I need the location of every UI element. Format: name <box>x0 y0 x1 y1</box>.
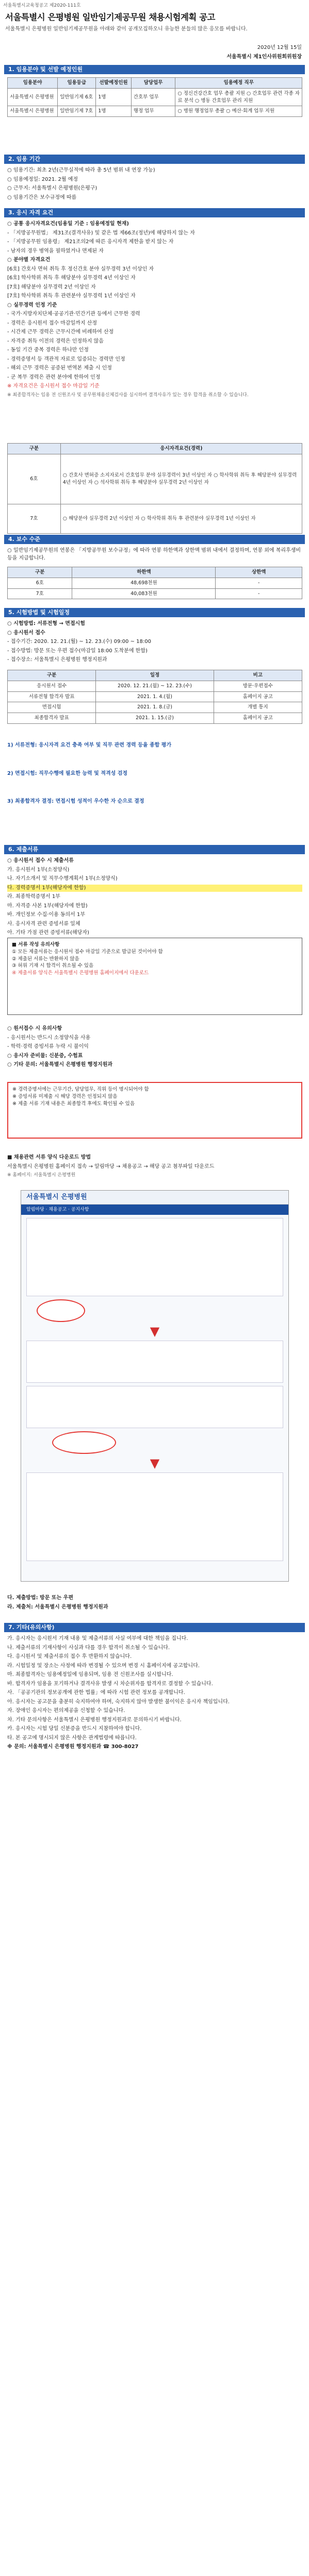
text-line: - 시간제 근무 경력은 근무시간에 비례하여 산정 <box>7 329 114 335</box>
table-header: 하한액 <box>72 567 216 578</box>
text-line: ※ 자격요건은 응시원서 접수 마감일 기준 <box>7 383 100 389</box>
section-6-notes <box>7 1025 302 1071</box>
table-cell: 1명 <box>96 106 132 117</box>
website-screenshot <box>21 1190 289 1582</box>
intro-text: 서울특별시 은평병원 일반임기제공무원을 아래와 같이 공개모집하오니 유능한 분들의 많은 응모를 바랍니다. <box>5 26 248 32</box>
guide-line: 서울특별시 은평병원 홈페이지 접속 → 알림마당 → 채용공고 → 해당 공고 첨부파일 다운로드 <box>7 1163 215 1170</box>
table-cell: 2021. 1. 4.(월) <box>96 691 214 702</box>
table-cell: 7호 <box>8 504 61 533</box>
screenshot-panel <box>26 1386 283 1428</box>
text-line: - 해외 근무 경력은 공증된 번역본 제출 시 인정 <box>7 365 112 371</box>
text-line: 나. 자기소개서 및 직무수행계획서 1부(소정양식) <box>7 876 118 882</box>
table-header: 구분 <box>8 670 96 681</box>
arrow-down-icon: ▼ <box>150 1456 160 1470</box>
table-cell: 서류전형 합격자 발표 <box>8 691 96 702</box>
table-header-row <box>8 567 302 578</box>
box-line: ※ 증빙서류 미제출 시 해당 경력은 인정되지 않음 <box>12 1093 118 1099</box>
positions-table <box>7 77 302 117</box>
text-line: 아. 기타 가점 관련 증빙서류(해당자) <box>7 930 89 936</box>
table-row <box>8 681 302 691</box>
text-line: ○ 실무경력 인정 기준 <box>7 302 57 308</box>
text-line: 2) 면접시험: 직무수행에 필요한 능력 및 적격성 검정 <box>7 770 128 776</box>
table-row <box>8 504 302 533</box>
page-title: 서울특별시 은평병원 일반임기제공무원 채용시험계획 공고 <box>5 12 215 22</box>
text-line: [6호] 간호사 면허 취득 후 정신간호 분야 실무경력 3년 이상인 자 <box>7 266 154 272</box>
section-4-header: 4. 보수 수준 <box>4 535 305 544</box>
table-header: 임용분야 <box>8 78 58 89</box>
text-line: 마. 최종합격자는 임용예정일에 임용되며, 임용 전 신원조사를 실시합니다. <box>7 1672 173 1677</box>
table-cell: 48,698천원 <box>72 578 216 588</box>
text-line: - 남자의 경우 병역을 필하였거나 면제된 자 <box>7 248 104 254</box>
table-cell: 2021. 1. 15.(금) <box>96 713 214 724</box>
text-line: ○ 응시자 준비물: 신분증, 수험표 <box>7 1053 83 1059</box>
table-cell: 2021. 1. 8.(금) <box>96 702 214 713</box>
table-row <box>8 702 302 713</box>
text-line: 1) 서류전형: 응시자격 요건 충족 여부 및 직무 관련 경력 등을 종합 평가 <box>7 742 172 748</box>
text-line: ○ 임용기간은 보수규정에 따름 <box>7 194 77 200</box>
text-line: 가. 응시자는 응시원서 기재 내용 및 제출서류의 사실 여부에 대한 책임을 집니다. <box>7 1636 188 1641</box>
text-line: 라. 시험일정 및 장소는 사정에 따라 변경될 수 있으며 변경 시 홈페이지에 공고합니다. <box>7 1663 200 1669</box>
text-line: - 동일 기간 중복 경력은 하나만 인정 <box>7 347 89 353</box>
text-line: - 경력증명서 등 객관적 자료로 입증되는 경력만 인정 <box>7 356 125 362</box>
text-line: [7호] 해당분야 실무경력 2년 이상인 자 <box>7 284 96 290</box>
site-title: 서울특별시 은평병원 <box>21 1191 288 1205</box>
text-line: 아. 응시자는 공고문을 충분히 숙지하여야 하며, 숙지하지 않아 발생한 불이익은 응시자 책임입니다. <box>7 1699 230 1705</box>
section-7-header: 7. 기타(유의사항) <box>4 1623 305 1632</box>
text-line: ○ 응시원서 접수 <box>7 630 45 636</box>
table-cell: 7호 <box>8 588 72 599</box>
table-header-row <box>8 444 302 454</box>
text-line: - 접수기간: 2020. 12. 21.(월) ~ 12. 23.(수) 09:00 ~ 18:00 <box>7 639 151 645</box>
table-header: 구분 <box>8 567 72 578</box>
box-line: ※ 제출 서류 기재 내용은 최종합격 후에도 확인될 수 있음 <box>12 1100 135 1107</box>
text-line: 다. 응시원서 및 제출서류의 접수 후 반환하지 않습니다. <box>7 1654 132 1659</box>
text-line: - 자격증 취득 이전의 경력은 인정하지 않음 <box>7 338 104 344</box>
contact-text: ※ 문의: 서울특별시 은평병원 행정지원과 ☎ 300-8027 <box>7 1744 139 1750</box>
box-line: ※ 경력증명서에는 근무기간, 담당업무, 직위 등이 명시되어야 함 <box>12 1087 149 1092</box>
notice-date: 2020년 12월 15일 <box>257 45 302 50</box>
section-2-body <box>7 167 302 203</box>
text-line: 다. 경력증명서 1부(해당자에 한함) <box>7 885 302 892</box>
section-6-header: 6. 제출서류 <box>4 845 305 854</box>
section-5-detail <box>7 742 302 807</box>
table-cell: 40,083천원 <box>72 588 216 599</box>
table-cell: 최종합격자 발표 <box>8 713 96 724</box>
text-line: 3) 최종합격자 결정: 면접시험 성적이 우수한 자 순으로 결정 <box>7 799 144 804</box>
box-line: ① 모든 제출서류는 응시원서 접수 마감일 기준으로 발급된 것이어야 함 <box>12 948 163 955</box>
text-line: 가. 응시원서 1부(소정양식) <box>7 867 70 873</box>
table-cell: 2020. 12. 21.(월) ~ 12. 23.(수) <box>96 681 214 691</box>
highlight-circle <box>52 1431 116 1454</box>
text-line: - 경력은 응시원서 접수 마감일까지 산정 <box>7 320 97 326</box>
table-cell: 면접시험 <box>8 702 96 713</box>
note-text: ※ 최종합격자는 임용 전 신원조사 및 공무원채용신체검사를 실시하며 결격사유가 있는 경우 합격을 취소할 수 있습니다. <box>7 392 249 398</box>
arrow-down-icon: ▼ <box>150 1324 160 1338</box>
text-line: ○ 근무지: 서울특별시 은평병원(은평구) <box>7 185 97 191</box>
text-line: - 학력·경력 증빙서류 누락 시 불이익 <box>7 1044 89 1049</box>
guide-title: ■ 채용관련 서류 양식 다운로드 방법 <box>7 1155 91 1160</box>
text-line: 마. 자격증 사본 1부(해당자에 한함) <box>7 903 88 909</box>
text-line: 차. 기타 문의사항은 서울특별시 은평병원 행정지원과로 문의하시기 바랍니다. <box>7 1717 182 1723</box>
text-line: ○ 임용기간: 최초 2년(근무실적에 따라 총 5년 범위 내 연장 가능) <box>7 167 155 173</box>
table-cell: ○ 간호사 면허증 소지자로서 간호업무 분야 실무경력이 3년 이상인 자 ○ 학사학위 취득 후 해당분야 실무경력 4년 이상인 자 ○ 석사학위 취득 후 해당분야 실무경력 2년 이상인 자 <box>60 454 302 504</box>
text-line: - 접수방법: 방문 또는 우편 접수(마감일 18:00 도착분에 한함) <box>7 648 148 654</box>
text-line: 바. 개인정보 수집·이용 동의서 1부 <box>7 912 86 918</box>
table-header: 응시자격요건(경력) <box>60 444 302 454</box>
table-cell: ○ 병원 행정업무 총괄 ○ 예산·회계 업무 지원 <box>175 106 302 117</box>
text-line: 바. 합격자가 임용을 포기하거나 결격사유 발생 시 차순위자를 합격자로 결정할 수 있습니다. <box>7 1681 213 1687</box>
table-cell: 일반임기제 7호 <box>58 106 96 117</box>
table-cell: 서울특별시 은평병원 <box>8 88 58 106</box>
schedule-table <box>7 670 302 724</box>
text-line: - 「지방공무원 임용령」 제21조의2에 따른 응시자격 제한을 받지 않는 자 <box>7 239 174 245</box>
section-1-header: 1. 임용분야 및 선발 예정인원 <box>4 65 305 74</box>
table-cell: 홈페이지 공고 <box>214 691 302 702</box>
table-cell: 서울특별시 은평병원 <box>8 106 58 117</box>
text-line: ○ 시험방법: 서류전형 → 면접시험 <box>7 621 85 626</box>
download-guide <box>7 1154 302 1180</box>
screenshot-panel <box>26 1472 283 1561</box>
text-line: - 응시원서는 반드시 소정양식을 사용 <box>7 1035 91 1041</box>
text-line: ○ 공통 응시자격요건(임용일 기준 : 임용예정일 현재) <box>7 221 129 227</box>
salary-table <box>7 567 302 599</box>
screenshot-panel <box>26 1341 283 1383</box>
document-guide-box <box>7 938 302 1015</box>
qualification-table <box>7 443 302 534</box>
section-6-submit <box>7 1595 302 1613</box>
section-3-header: 3. 응시 자격 요건 <box>4 208 305 217</box>
table-row <box>8 713 302 724</box>
table-header-row <box>8 78 302 89</box>
screenshot-banner <box>26 1218 283 1296</box>
text-line: 라. 제출처: 서울특별시 은평병원 행정지원과 <box>7 1604 108 1610</box>
warning-box <box>7 1082 302 1139</box>
table-row <box>8 588 302 599</box>
section-6-body <box>7 857 302 939</box>
text-line: ○ 일반임기제공무원의 연봉은 「지방공무원 보수규정」에 따라 연봉 하한액과 상한액 범위 내에서 결정하며, 연봉 외에 복리후생비 등을 지급합니다. <box>7 548 301 561</box>
table-cell: 간호부 업무 <box>131 88 175 106</box>
text-line: 라. 최종학력증명서 1부 <box>7 894 60 900</box>
text-line: 자. 장애인 응시자는 편의제공을 신청할 수 있습니다. <box>7 1708 125 1714</box>
table-cell: 1명 <box>96 88 132 106</box>
site-menu: 알림마당 · 채용공고 · 공지사항 <box>21 1205 288 1215</box>
table-header: 일정 <box>96 670 214 681</box>
table-cell: - <box>216 578 302 588</box>
table-header: 상한액 <box>216 567 302 578</box>
table-cell: 응시원서 접수 <box>8 681 96 691</box>
table-cell: - <box>216 588 302 599</box>
table-header-row <box>8 670 302 681</box>
guide-line: ※ 홈페이지: 서울특별시 은평병원 <box>7 1173 76 1178</box>
text-line: - 「지방공무원법」 제31조(결격사유) 및 같은 법 제66조(정년)에 해당하지 않는 자 <box>7 230 195 236</box>
table-header: 선발예정인원 <box>96 78 132 89</box>
box-line: ② 제출된 서류는 반환하지 않음 <box>12 956 79 962</box>
section-5-body <box>7 620 302 666</box>
table-cell: ○ 해당분야 실무경력 2년 이상인 자 ○ 학사학위 취득 후 관련분야 실무경력 1년 이상인 자 <box>60 504 302 533</box>
box-line: ④ 제출서류 양식은 서울특별시 은평병원 홈페이지에서 다운로드 <box>12 970 149 976</box>
highlight-circle <box>37 1299 85 1322</box>
table-row <box>8 106 302 117</box>
text-line: 카. 응시자는 시험 당일 신분증을 반드시 지참하여야 합니다. <box>7 1726 142 1732</box>
text-line: 사. 「공공기관의 정보공개에 관한 법률」에 따라 시험 관련 정보를 공개합니다. <box>7 1690 185 1696</box>
table-header: 임용등급 <box>58 78 96 89</box>
text-line: ○ 원서접수 시 유의사항 <box>7 1026 62 1031</box>
text-line: - 군 복무 경력은 관련 분야에 한하여 인정 <box>7 374 101 380</box>
section-4-body <box>7 547 302 564</box>
table-cell: 6호 <box>8 454 61 504</box>
table-header: 담당업무 <box>131 78 175 89</box>
text-line: 다. 제출방법: 방문 또는 우편 <box>7 1595 73 1601</box>
table-cell: 일반임기제 6호 <box>58 88 96 106</box>
text-line: [7호] 학사학위 취득 후 관련분야 실무경력 1년 이상인 자 <box>7 293 136 299</box>
text-line: ○ 분야별 자격요건 <box>7 257 51 263</box>
table-row <box>8 88 302 106</box>
text-line: [6호] 학사학위 취득 후 해당분야 실무경력 4년 이상인 자 <box>7 275 136 281</box>
text-line: ○ 임용예정일: 2021. 2월 예정 <box>7 176 78 182</box>
text-line: - 접수장소: 서울특별시 은평병원 행정지원과 <box>7 657 107 663</box>
table-header: 구분 <box>8 444 61 454</box>
text-line: 나. 제출서류의 기재사항이 사실과 다를 경우 합격이 취소될 수 있습니다. <box>7 1645 170 1651</box>
table-row <box>8 691 302 702</box>
section-3-body <box>7 221 302 400</box>
section-2-header: 2. 임용 기간 <box>4 155 305 164</box>
table-row <box>8 578 302 588</box>
table-row <box>8 454 302 504</box>
section-5-header: 5. 시험방법 및 시험일정 <box>4 608 305 617</box>
text-line: 사. 응시자격 관련 증빙서류 일체 <box>7 921 80 927</box>
text-line: ○ 응시원서 접수 시 제출서류 <box>7 858 74 863</box>
table-cell: 방문·우편접수 <box>214 681 302 691</box>
section-7-body <box>7 1635 302 1753</box>
table-cell: 개별 통지 <box>214 702 302 713</box>
text-line: 타. 본 공고에 명시되지 않은 사항은 관계법령에 따릅니다. <box>7 1735 137 1741</box>
text-line: ○ 기타 문의: 서울특별시 은평병원 행정지원과 <box>7 1062 113 1067</box>
box-title: ■ 서류 작성 유의사항 <box>12 942 60 947</box>
table-cell: 6호 <box>8 578 72 588</box>
text-line: - 국가·지방자치단체·공공기관·민간기관 등에서 근무한 경력 <box>7 311 140 317</box>
table-cell: ○ 정신건강간호 업무 총괄 지원 ○ 간호업무 관련 각종 자료 분석 ○ 병동 간호업무 관리 지원 <box>175 88 302 106</box>
issuer: 서울특별시 제1인사위원회위원장 <box>226 54 302 60</box>
table-header: 비고 <box>214 670 302 681</box>
box-line: ③ 허위 기재 시 합격이 취소될 수 있음 <box>12 963 94 969</box>
table-cell: 행정 업무 <box>131 106 175 117</box>
notice-reference: 서울특별시교육청공고 제2020-111호 <box>3 3 81 8</box>
table-cell: 홈페이지 공고 <box>214 713 302 724</box>
table-header: 임용예정 직무 <box>175 78 302 89</box>
